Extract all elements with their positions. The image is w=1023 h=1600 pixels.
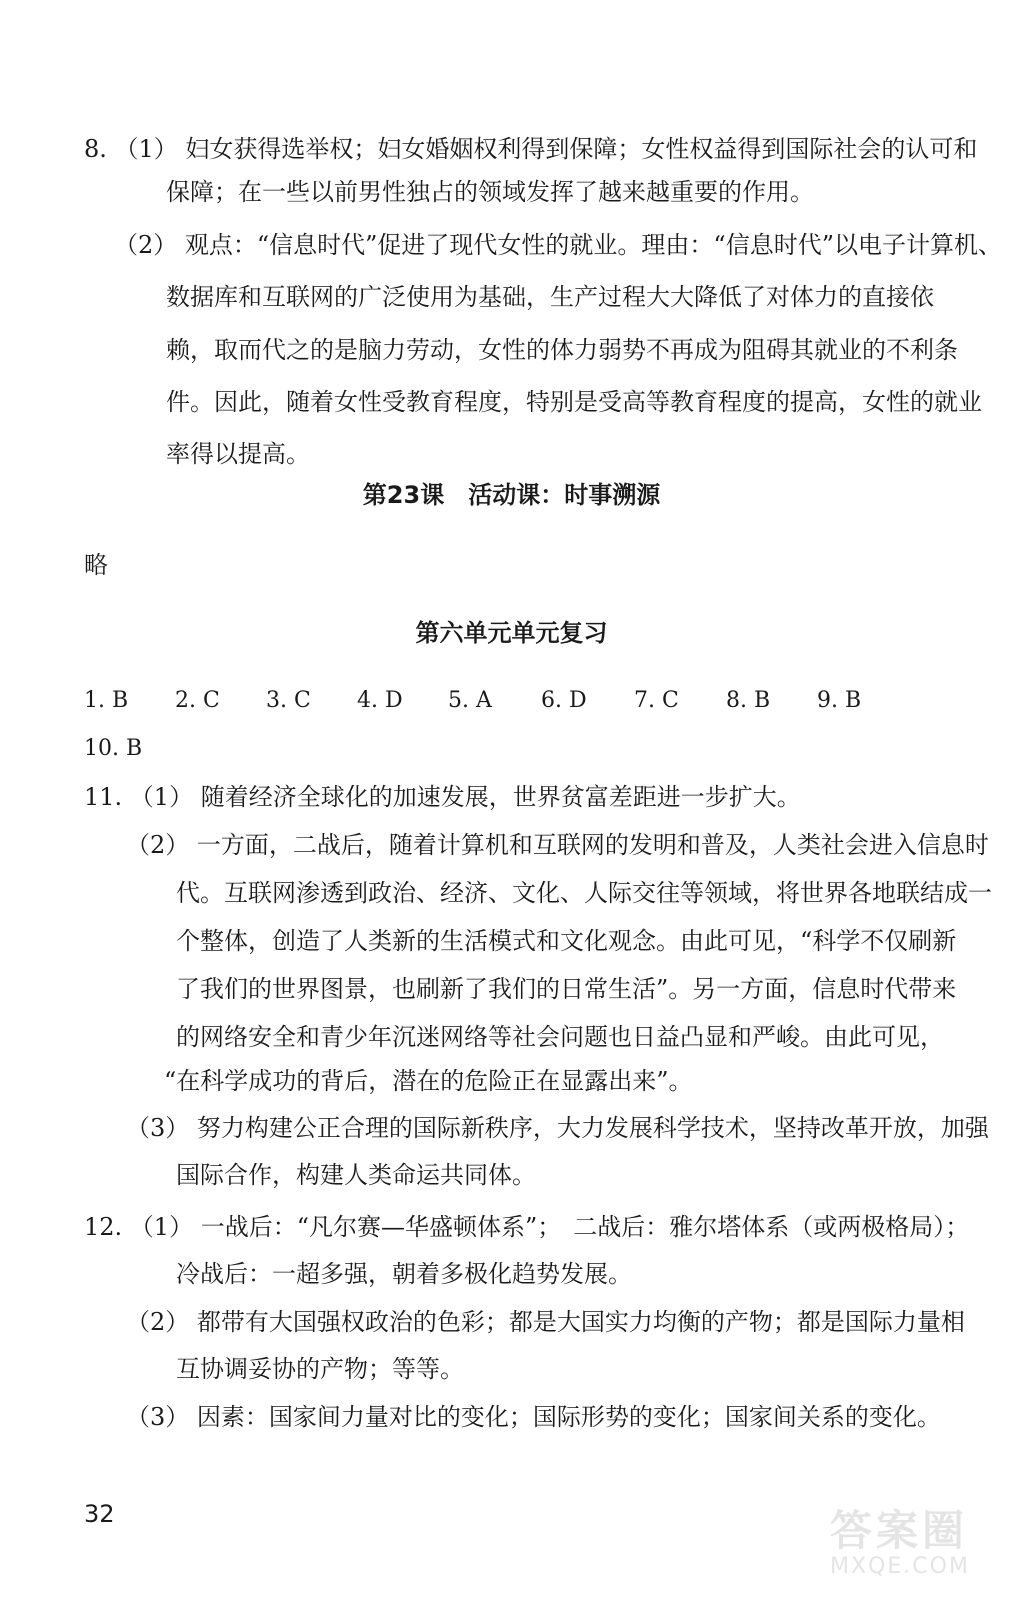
q11-part3-line1: （3） 努力构建公正合理的国际新秩序，大力发展科学技术，坚持改革开放，加强 xyxy=(126,1114,989,1142)
q12-part1-line1: 12. （1） 一战后：“凡尔赛—华盛顿体系”； 二战后：雅尔塔体系（或两极格局）； xyxy=(84,1213,970,1241)
q11-part2-line5: 的网络安全和青少年沉迷网络等社会问题也日益凸显和严峻。由此可见， xyxy=(176,1023,944,1051)
q11-part2-line2: 代。互联网渗透到政治、经济、文化、人际交往等领域，将世界各地联结成一 xyxy=(176,879,992,907)
q11-part1-line1: 11. （1） 随着经济全球化的加速发展，世界贫富差距进一步扩大。 xyxy=(84,783,801,811)
q11-part2-line3: 个整体，创造了人类新的生活模式和文化观念。由此可见，“科学不仅刷新 xyxy=(176,927,957,955)
mc-answer-1: 1. B xyxy=(84,688,129,713)
mc-answer-3: 3. C xyxy=(266,688,311,713)
q12-part1-line2: 冷战后：一超多强，朝着多极化趋势发展。 xyxy=(176,1260,632,1288)
q8-part1-line1: 8. （1） 妇女获得选举权；妇女婚姻权利得到保障；女性权益得到国际社会的认可和 xyxy=(84,135,978,163)
mc-answer-10: 10. B xyxy=(84,736,143,761)
mc-answer-6: 6. D xyxy=(541,688,587,713)
q8-part1-line2: 保障；在一些以前男性独占的领域发挥了越来越重要的作用。 xyxy=(166,178,814,206)
watermark-top: 答案圈 xyxy=(830,1506,969,1555)
page-number: 32 xyxy=(84,1500,115,1528)
watermark-logo xyxy=(830,1508,1010,1590)
q8-part2-line5: 率得以提高。 xyxy=(166,440,310,468)
q8-part2-line1: （2） 观点：“信息时代”促进了现代女性的就业。理由：“信息时代”以电子计算机、 xyxy=(114,231,1002,259)
q8-part2-line3: 赖，取而代之的是脑力劳动，女性的体力弱势不再成为阻碍其就业的不利条 xyxy=(166,336,958,364)
mc-answer-8: 8. B xyxy=(726,688,771,713)
watermark-bottom: MXQE.COM xyxy=(830,1554,970,1579)
mc-answer-5: 5. A xyxy=(448,688,492,713)
unit6-title: 第六单元单元复习 xyxy=(415,619,608,647)
mc-answer-2: 2. C xyxy=(175,688,220,713)
lesson23-content: 略 xyxy=(84,551,108,579)
q8-part2-line2: 数据库和互联网的广泛使用为基础，生产过程大大降低了对体力的直接依 xyxy=(166,283,934,311)
q12-part3-line1: （3） 因素：国家间力量对比的变化；国际形势的变化；国家间关系的变化。 xyxy=(126,1403,941,1431)
mc-answer-7: 7. C xyxy=(634,688,679,713)
q11-part3-line2: 国际合作，构建人类命运共同体。 xyxy=(176,1161,536,1189)
q8-part2-line4: 件。因此，随着女性受教育程度，特别是受高等教育程度的提高，女性的就业 xyxy=(166,388,982,416)
q11-part2-line1: （2） 一方面，二战后，随着计算机和互联网的发明和普及，人类社会进入信息时 xyxy=(126,831,989,859)
q12-part2-line2: 互协调妥协的产物；等等。 xyxy=(176,1355,464,1383)
lesson23-title: 第23课 活动课：时事溯源 xyxy=(362,481,661,509)
mc-answer-9: 9. B xyxy=(817,688,862,713)
q12-part2-line1: （2） 都带有大国强权政治的色彩；都是大国实力均衡的产物；都是国际力量相 xyxy=(126,1308,965,1336)
mc-answer-4: 4. D xyxy=(357,688,403,713)
q11-part2-line6: “在科学成功的背后，潜在的危险正在显露出来”。 xyxy=(164,1067,693,1095)
q11-part2-line4: 了我们的世界图景，也刷新了我们的日常生活”。另一方面，信息时代带来 xyxy=(176,975,957,1003)
